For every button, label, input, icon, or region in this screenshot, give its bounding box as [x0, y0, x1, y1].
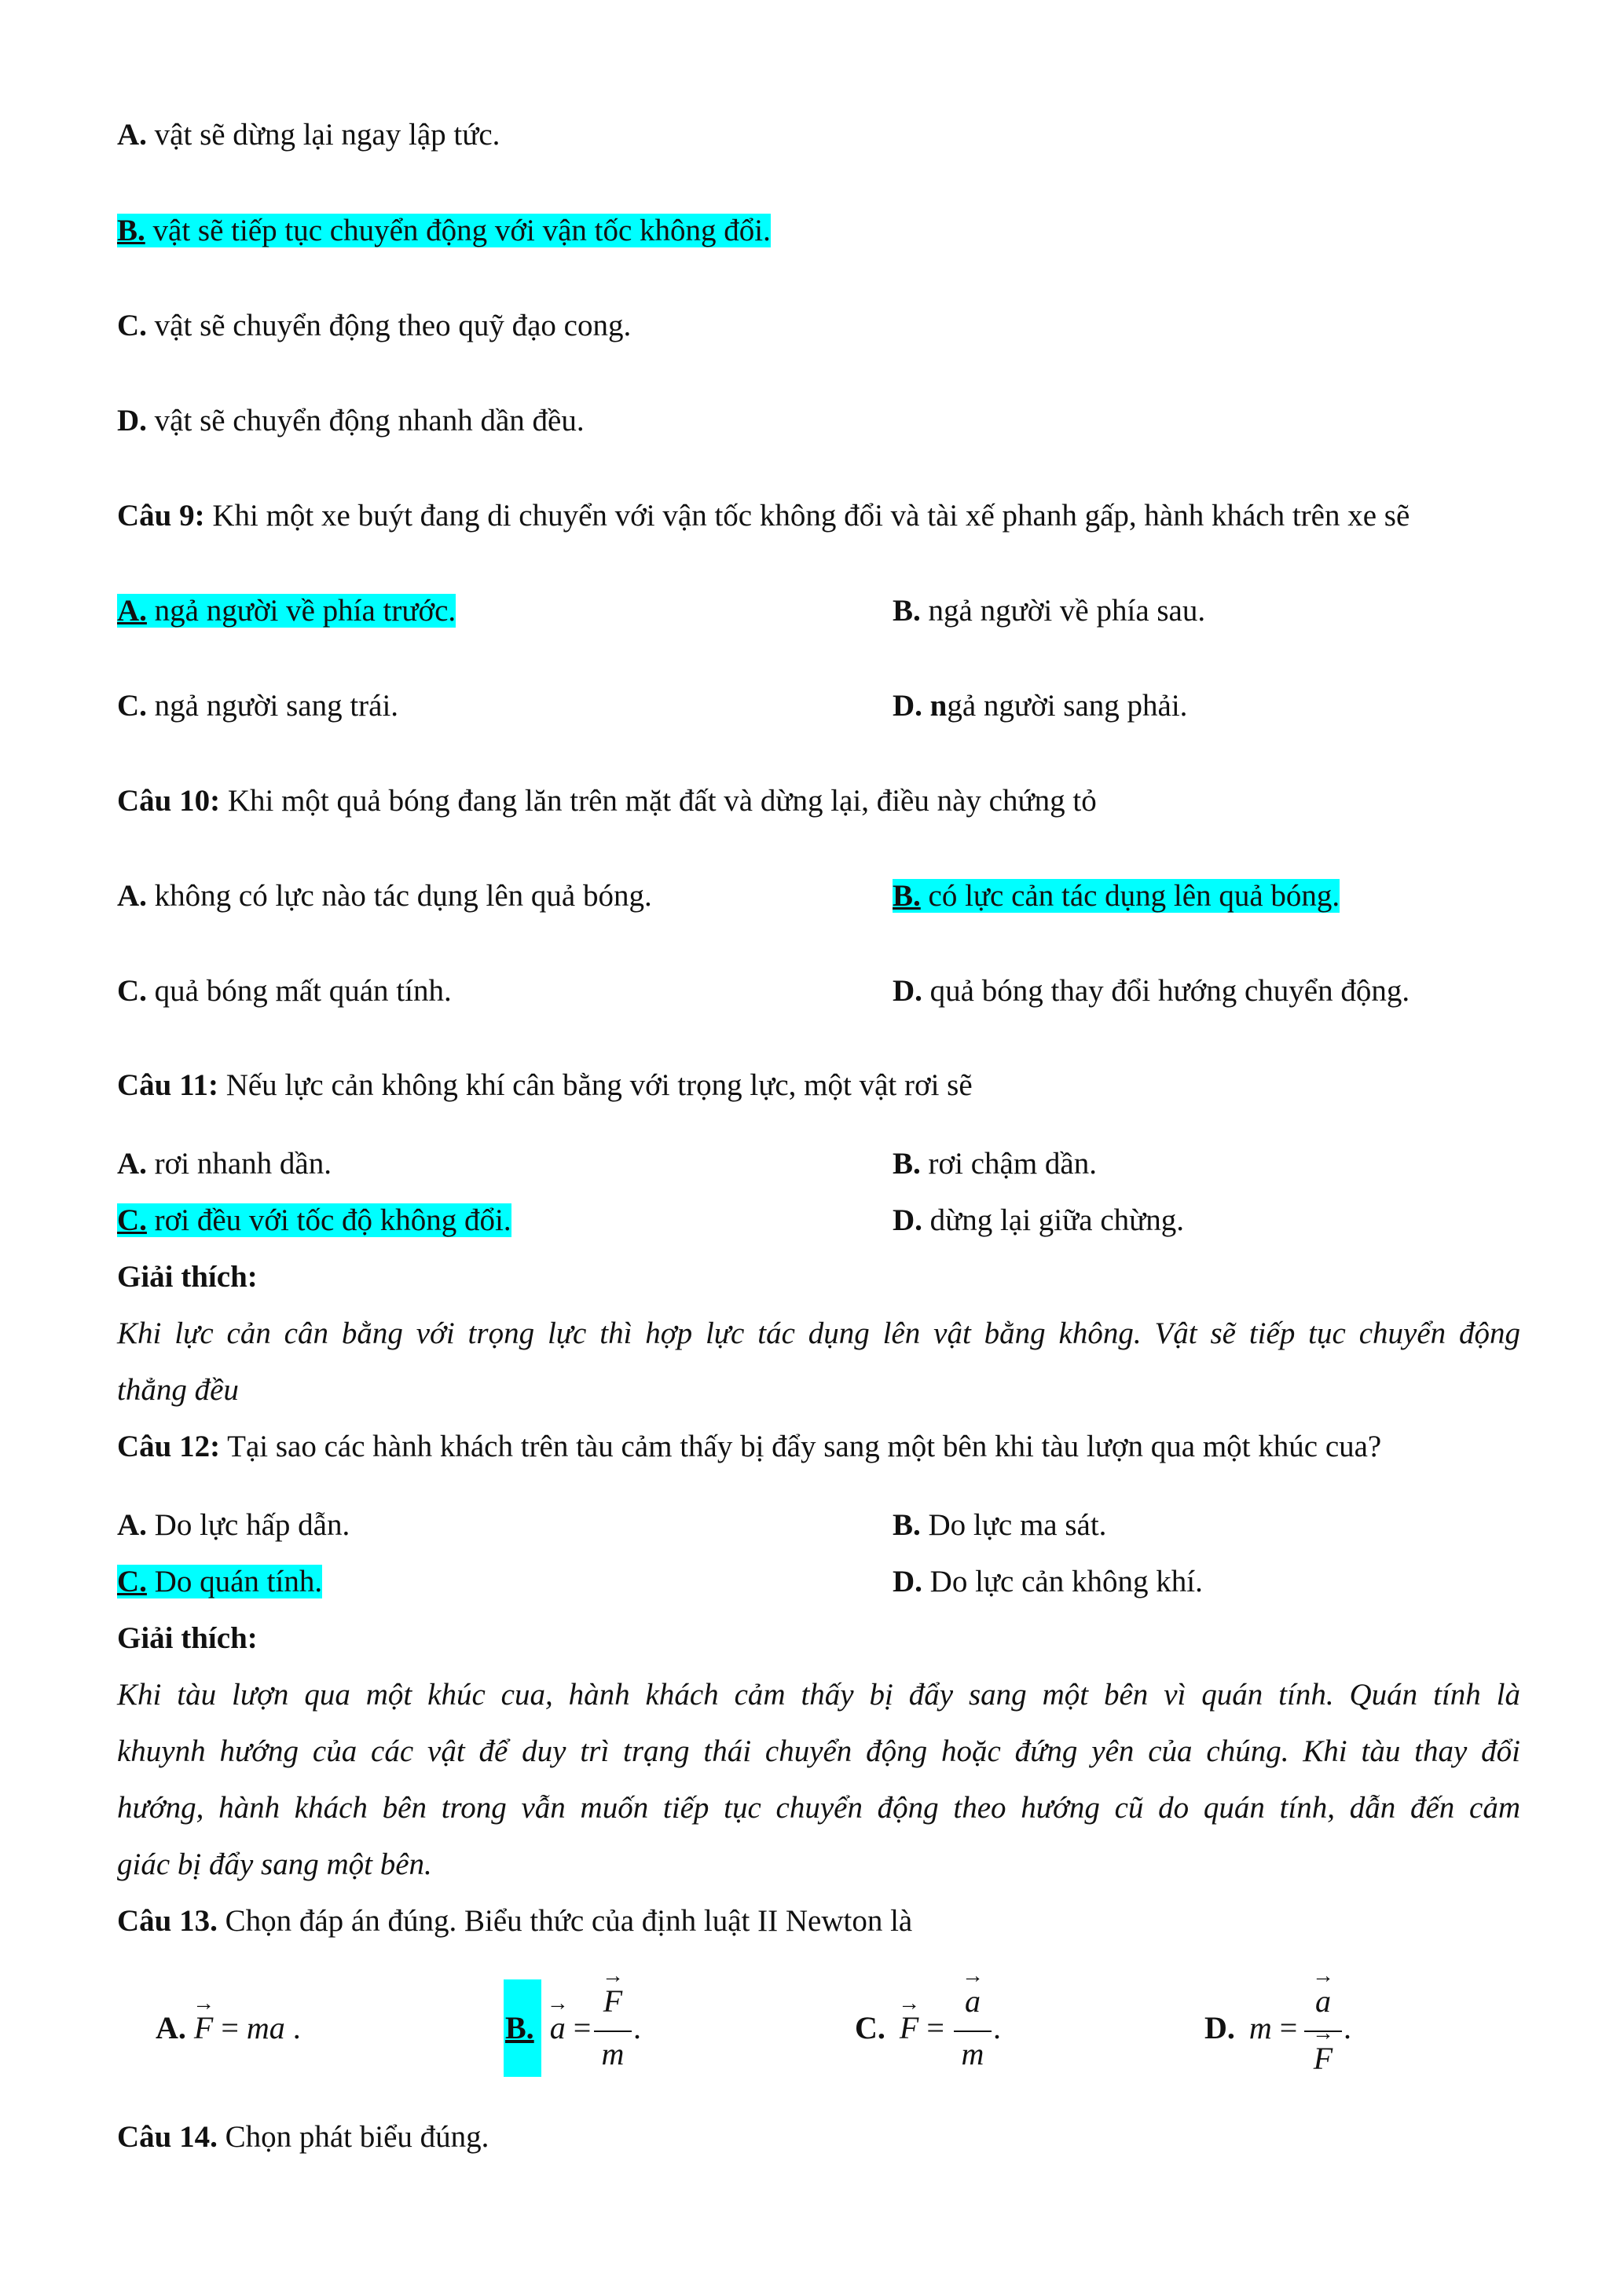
question-text: Chọn phát biểu đúng.	[217, 2120, 489, 2154]
option-text: vật sẽ tiếp tục chuyển động với vận tốc không đổi.	[145, 214, 771, 247]
q14-stem	[117, 2119, 489, 2155]
formula-rhs: ma	[246, 2010, 285, 2045]
formula-lhs: m	[1248, 2010, 1272, 2045]
q11-stem	[117, 1067, 973, 1104]
option-letter: D.	[893, 1203, 922, 1237]
option-text: ngả người về phía sau.	[920, 594, 1206, 628]
question-label: Câu 11:	[117, 1068, 218, 1102]
q12-explain-line-4: giác bị đẩy sang một bên.	[117, 1847, 432, 1881]
q12-option-b	[893, 1507, 1106, 1543]
answer-highlight	[893, 879, 1340, 913]
option-text: ngả người sang trái.	[146, 689, 399, 723]
vector-f: → F	[603, 1983, 622, 2020]
equals-sign: =	[213, 2010, 247, 2045]
q10-option-b	[893, 878, 1340, 914]
option-letter: C.	[117, 1203, 147, 1237]
question-text: Tại sao các hành khách trên tàu cảm thấy bị đẩy sang một bên khi tàu lượn qua một khúc cua?	[220, 1430, 1382, 1463]
option-letter: A.	[117, 594, 147, 628]
option-letter: D.	[893, 1565, 922, 1598]
answer-highlight	[117, 1203, 511, 1237]
q9-option-a	[117, 593, 456, 629]
answer-highlight	[117, 594, 456, 628]
option-text: rơi nhanh dần.	[146, 1147, 332, 1181]
q12-option-c	[117, 1564, 322, 1600]
question-label: Câu 14.	[117, 2120, 218, 2154]
q12-explain-line-3: hướng, hành khách bên trong vẫn muốn tiếp tục chuyển động theo hướng cũ do quán tính, dẫn đến cảm	[117, 1791, 1520, 1825]
option-text: gả người sang phải.	[947, 689, 1188, 723]
option-letter: A.	[117, 1147, 147, 1181]
fraction-numerator	[955, 1983, 990, 2020]
equals-sign: =	[565, 2010, 592, 2045]
question-text: Nếu lực cản không khí cân bằng với trọng lực, một vật rơi sẽ	[218, 1068, 973, 1102]
option-letter: C.	[117, 309, 147, 342]
q12-explain-line-1: Khi tàu lượn qua một khúc cua, hành khách cảm thấy bị đẩy sang một bên vì quán tính. Quán tính là	[117, 1678, 1520, 1712]
option-letter: B.	[505, 2010, 534, 2045]
period: .	[1344, 2010, 1351, 2045]
q11-explain-line-1: Khi lực cản cân bằng với trọng lực thì hợp lực tác dụng lên vật bằng không. Vật sẽ tiếp tục chuyển động	[117, 1316, 1520, 1350]
question-text: Khi một quả bóng đang lăn trên mặt đất và dừng lại, điều này chứng tỏ	[220, 784, 1097, 818]
option-text: vật sẽ chuyển động nhanh dần đều.	[146, 404, 585, 438]
option-letter: B.	[893, 594, 921, 628]
period: .	[633, 2010, 641, 2045]
q13-stem	[117, 1903, 912, 1939]
option-letter: A.	[117, 118, 147, 152]
q11-option-d	[893, 1203, 1184, 1239]
option-letter: D.	[893, 974, 922, 1008]
q11-option-a	[117, 1146, 332, 1182]
option-text: rơi chậm dần.	[920, 1147, 1097, 1181]
option-text: Do lực ma sát.	[920, 1508, 1107, 1542]
option-letter: A.	[117, 879, 147, 913]
option-text: quả bóng thay đổi hướng chuyển động.	[922, 974, 1410, 1008]
q10-option-a	[117, 878, 652, 914]
q8-option-a	[117, 117, 500, 153]
vector-a: → a	[1315, 1983, 1331, 2020]
q12-stem	[117, 1429, 1381, 1465]
q11-explain-line-2: thẳng đều	[117, 1373, 239, 1407]
q13-option-b	[505, 2010, 591, 2046]
fraction-denominator: m	[961, 2036, 984, 2071]
q10-option-c	[117, 973, 452, 1009]
fraction-bar	[594, 2031, 632, 2032]
q13-option-c	[855, 2010, 944, 2046]
option-letter: D.	[117, 404, 147, 438]
q9-option-b	[893, 593, 1205, 629]
option-letter: A.	[156, 2010, 186, 2045]
fraction-denominator	[1306, 2040, 1340, 2077]
q8-option-b	[117, 213, 771, 249]
option-text: không có lực nào tác dụng lên quả bóng.	[146, 879, 652, 913]
option-text: Do lực cản không khí.	[922, 1565, 1203, 1598]
q10-option-d	[893, 973, 1410, 1009]
option-letter: B.	[893, 879, 921, 913]
question-text: Khi một xe buýt đang di chuyển với vận tốc không đổi và tài xế phanh gấp, hành khách trên xe sẽ	[204, 499, 1410, 533]
option-letter: D.	[893, 689, 922, 723]
fraction-bar	[954, 2031, 992, 2032]
option-letter: C.	[855, 2010, 885, 2045]
option-text: rơi đều với tốc độ không đổi.	[146, 1203, 511, 1237]
option-text: có lực cản tác dụng lên quả bóng.	[920, 879, 1340, 913]
vector-a: → a	[550, 2010, 566, 2046]
option-letter: C.	[117, 689, 147, 723]
q9-stem	[117, 498, 1410, 534]
period: .	[284, 2010, 301, 2045]
answer-highlight	[117, 214, 771, 247]
equals-sign: =	[918, 2010, 944, 2045]
q12-option-d	[893, 1564, 1203, 1600]
q11-option-c	[117, 1203, 511, 1239]
option-text-bold: n	[922, 689, 948, 723]
option-letter: B.	[117, 214, 145, 247]
vector-f: → F	[194, 2010, 213, 2046]
answer-highlight	[117, 1565, 322, 1598]
q10-stem	[117, 783, 1097, 819]
vector-f: → F	[900, 2010, 918, 2046]
option-letter: B.	[893, 1508, 921, 1542]
q11-explain-label: Giải thích:	[117, 1260, 258, 1294]
q9-option-d	[893, 688, 1187, 724]
option-text: vật sẽ dừng lại ngay lập tức.	[146, 118, 500, 152]
option-text: dừng lại giữa chừng.	[922, 1203, 1185, 1237]
question-label: Câu 12:	[117, 1430, 221, 1463]
option-letter: C.	[117, 974, 147, 1008]
question-text: Chọn đáp án đúng. Biểu thức của định luật II Newton là	[217, 1904, 913, 1938]
fraction-numerator	[1306, 1983, 1340, 2020]
option-letter: B.	[893, 1147, 921, 1181]
q12-explain-label: Giải thích:	[117, 1621, 258, 1655]
option-text: Do quán tính.	[146, 1565, 323, 1598]
option-letter: A.	[117, 1508, 147, 1542]
option-text: Do lực hấp dẫn.	[146, 1508, 350, 1542]
question-label: Câu 9:	[117, 499, 205, 533]
equals-sign: =	[1271, 2010, 1298, 2045]
q12-option-a	[117, 1507, 350, 1543]
option-text: vật sẽ chuyển động theo quỹ đạo cong.	[146, 309, 632, 342]
q13-option-a	[156, 2010, 301, 2046]
option-text: quả bóng mất quán tính.	[146, 974, 452, 1008]
q8-option-d	[117, 403, 585, 439]
vector-a: → a	[965, 1983, 981, 2020]
q12-explain-line-2: khuynh hướng của các vật để duy trì trạng thái chuyển động hoặc đứng yên của chúng. Khi tàu thay đổi	[117, 1734, 1520, 1768]
question-label: Câu 13.	[117, 1904, 218, 1938]
q9-option-c	[117, 688, 398, 724]
q11-option-b	[893, 1146, 1097, 1182]
option-letter: C.	[117, 1565, 147, 1598]
question-label: Câu 10:	[117, 784, 221, 818]
q13-option-d	[1204, 2010, 1297, 2046]
period: .	[993, 2010, 1001, 2045]
vector-f: → F	[1314, 2040, 1333, 2077]
q8-option-c	[117, 308, 631, 344]
fraction-numerator	[596, 1983, 630, 2020]
option-text: ngả người về phía trước.	[146, 594, 456, 628]
fraction-denominator: m	[601, 2036, 625, 2071]
option-letter: D.	[1204, 2010, 1235, 2045]
